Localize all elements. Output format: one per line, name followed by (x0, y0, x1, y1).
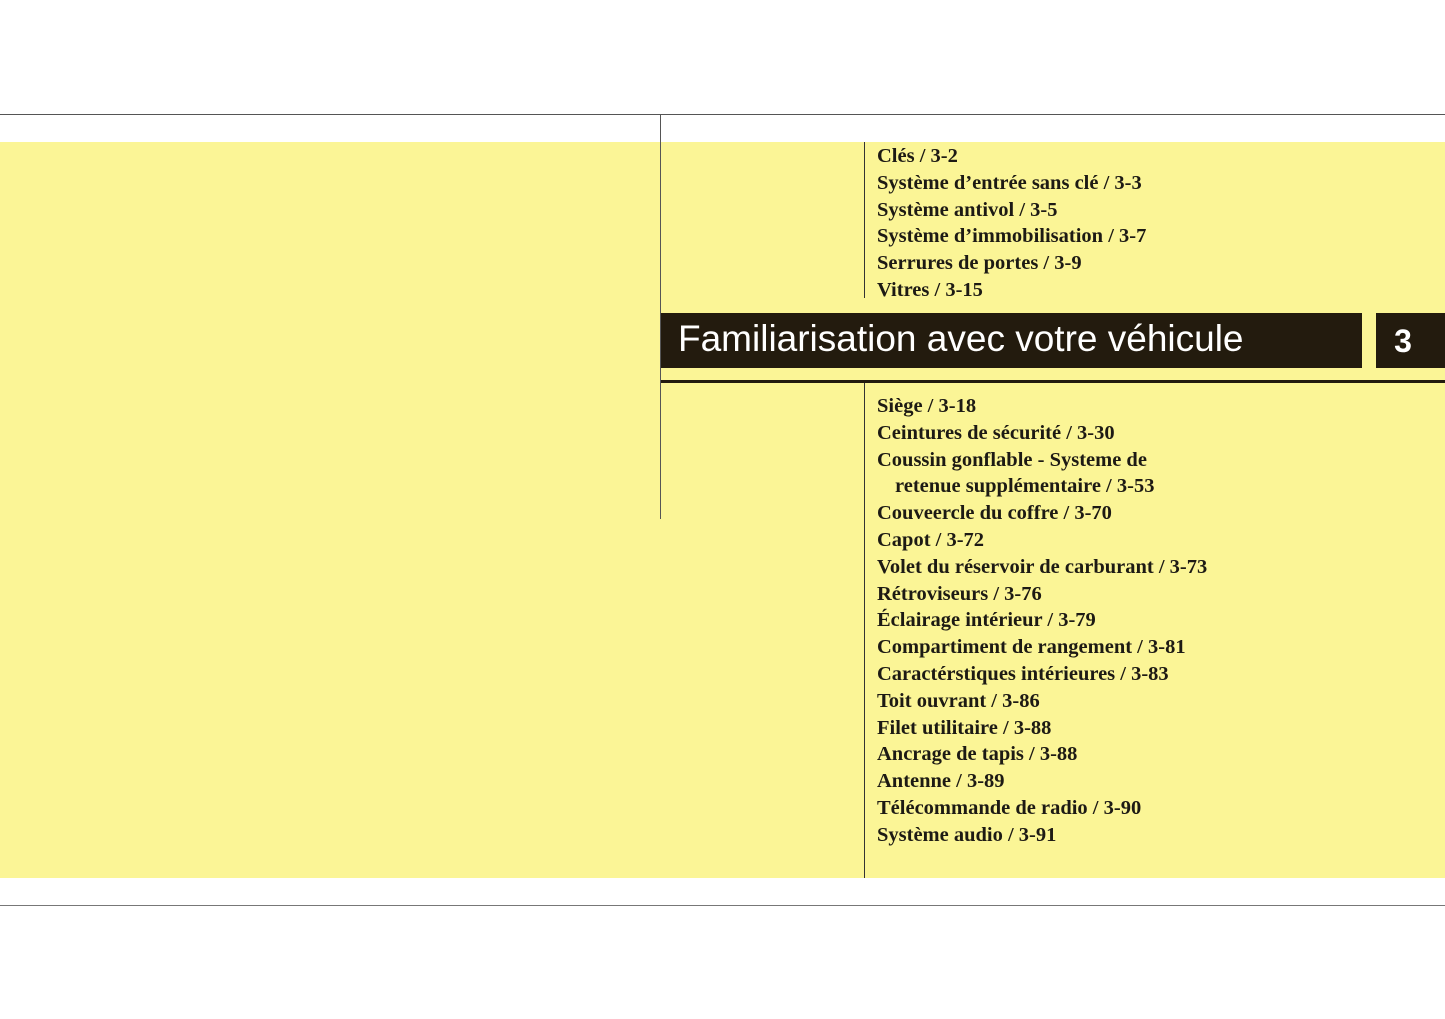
toc-item[interactable]: Vitres / 3-15 (877, 278, 983, 301)
toc-item[interactable]: Système antivol / 3-5 (877, 198, 1058, 221)
toc-item[interactable]: Rétroviseurs / 3-76 (877, 582, 1042, 605)
toc-item[interactable]: Ancrage de tapis / 3-88 (877, 743, 1078, 766)
top-rule (0, 114, 1445, 115)
toc-list-top (877, 143, 1146, 304)
toc-item-continuation: retenue supplémentaire / 3-53 (895, 475, 1155, 498)
toc-item[interactable]: Compartiment de rangement / 3-81 (877, 636, 1186, 659)
toc-item[interactable]: Système audio / 3-91 (877, 823, 1057, 846)
toc-item[interactable]: Système d’immobilisation / 3-7 (877, 225, 1147, 248)
title-underline (661, 380, 1445, 383)
toc-item[interactable]: Ceintures de sécurité / 3-30 (877, 421, 1115, 444)
section-title-bar (661, 313, 1362, 368)
toc-item[interactable]: Capot / 3-72 (877, 528, 985, 551)
bottom-rule (0, 905, 1445, 906)
toc-item[interactable]: Filet utilitaire / 3-88 (877, 716, 1052, 739)
toc-item[interactable]: Caractérstiques intérieures / 3-83 (877, 662, 1169, 685)
toc-divider-bottom (864, 383, 865, 878)
toc-item[interactable]: Clés / 3-2 (877, 145, 958, 167)
toc-item[interactable]: Système d’entrée sans clé / 3-3 (877, 171, 1142, 194)
toc-divider-top (864, 142, 865, 298)
toc-item[interactable]: Couveercle du coffre / 3-70 (877, 502, 1112, 525)
chapter-number: 3 (1394, 323, 1412, 359)
toc-list-bottom (877, 393, 1207, 849)
toc-item[interactable] (877, 447, 1207, 501)
toc-item[interactable]: Télécommande de radio / 3-90 (877, 796, 1142, 819)
yellow-panel (0, 142, 1445, 878)
section-title: Familiarisation avec votre véhicule (678, 318, 1244, 359)
toc-item[interactable]: Siège / 3-18 (877, 395, 977, 417)
toc-item[interactable]: Antenne / 3-89 (877, 770, 1005, 793)
chapter-tab (1376, 313, 1445, 368)
toc-item-line: Coussin gonflable - Systeme de (877, 448, 1147, 471)
toc-item[interactable]: Toit ouvrant / 3-86 (877, 689, 1040, 712)
toc-item[interactable]: Volet du réservoir de carburant / 3-73 (877, 555, 1208, 578)
toc-item[interactable]: Serrures de portes / 3-9 (877, 252, 1082, 275)
toc-item[interactable]: Éclairage intérieur / 3-79 (877, 609, 1096, 632)
